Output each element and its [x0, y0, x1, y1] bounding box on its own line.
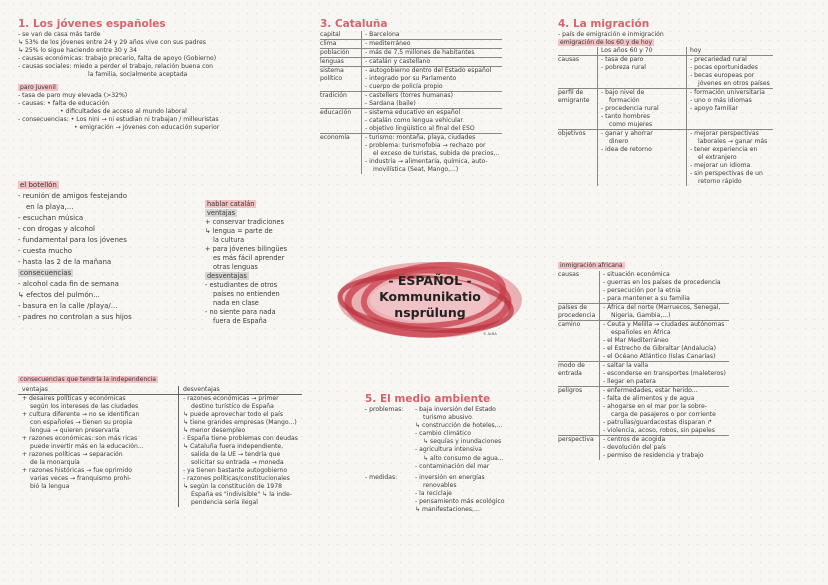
note-line: con españoles → tienen su propia — [30, 419, 133, 427]
note-line: - agricultura intensiva — [415, 446, 483, 454]
note-line: - contaminación del mar — [415, 462, 490, 470]
note-line: otras lenguas — [213, 263, 258, 271]
column-header: hoy — [687, 47, 773, 56]
note-line: ↳ lengua = parte de — [205, 227, 273, 235]
subheading: el botellón — [20, 181, 57, 189]
subheading: desventajas — [207, 272, 247, 280]
row-key: causas — [558, 56, 598, 89]
note-line: ↳ 53% de los jóvenes entre 24 y 29 años vive con sus padres — [18, 39, 206, 47]
center-title-line: Kommunikatio — [379, 289, 481, 304]
note-line: formación — [609, 97, 640, 105]
note-line: solicitar su entrada → moneda — [191, 459, 284, 467]
note-line: - ahogarse en el mar por la sobre- — [603, 403, 707, 411]
note-line: ↳ Cataluña fuera independiente, — [183, 443, 284, 451]
note-line: + razones económicas: son más ricas — [22, 435, 138, 443]
note-line: - razones políticas/constitucionales — [183, 475, 290, 483]
subheading: paro juvenil — [20, 83, 56, 91]
note-line: - persecución por la etnia — [603, 287, 681, 295]
row-value — [600, 271, 729, 304]
note-line: - el Océano Atlántico (Islas Canarias) — [603, 353, 716, 361]
note-line: ↳ construcción de hoteles,... — [415, 422, 503, 430]
note-line: - cuerpo de policía propio — [365, 83, 443, 90]
note-line: - tanto hombres — [601, 113, 650, 121]
note-line: - patrullas/guardacostas disparan ↱ — [603, 419, 713, 427]
note-line: - con drogas y alcohol — [18, 225, 95, 233]
center-title-line: - ESPAÑOL - — [388, 273, 472, 288]
note-line: España es "indivisible" ↳ la inde- — [191, 491, 292, 499]
note-line: turismo abusivo — [423, 414, 472, 422]
note-line: - se van de casa más tarde — [18, 31, 101, 38]
note-line: - consecuencias: • Los nini → ni estudian ni trabajan / milleuristas — [18, 115, 219, 123]
note-line: - autogobierno dentro del Estado español — [365, 67, 492, 74]
note-line: - llegar en patera — [603, 378, 656, 386]
row-key: lenguas — [320, 58, 362, 67]
note-line: - causas: • falta de educación — [18, 99, 110, 107]
inmigracion-table — [558, 271, 729, 460]
note-line: - centros de acogida — [603, 436, 666, 444]
note-line: - problema: turismofobia → rechazo por — [365, 142, 486, 149]
note-line: - formación universitaria — [690, 89, 765, 97]
subheading: inmigración africana — [560, 262, 623, 269]
row-value — [687, 89, 773, 130]
note-line: países no entienden — [213, 290, 280, 298]
note-line: - objetivo lingüístico al final del ESO — [365, 125, 475, 132]
subheading: emigración de los 60 y de hoy — [560, 39, 653, 47]
note-line: la cultura — [213, 236, 245, 244]
row-key: población — [320, 49, 362, 58]
row-value — [600, 436, 729, 461]
note-line: - tasa de paro — [601, 56, 644, 64]
note-line: retorno rápido — [698, 178, 742, 186]
row-key: perfil de emigrante — [558, 89, 598, 130]
note-line: - mejorar un idioma — [690, 162, 751, 170]
medidas-list — [415, 474, 505, 514]
note-line: - fundamental para los jóvenes — [18, 236, 127, 244]
note-line: Nigeria, Gambia,...) — [611, 312, 671, 320]
note-line: puede invertir más en la educación... — [30, 443, 144, 451]
row-key: clima — [320, 40, 362, 49]
note-line: - el Estrecho de Gibraltar (Andalucía) — [603, 345, 716, 353]
note-line: ↳ efectos del pulmón... — [18, 291, 100, 299]
row-value — [600, 304, 729, 321]
center-title — [330, 273, 530, 321]
row-value — [598, 130, 687, 187]
note-line: - país de emigración e inmigración — [558, 31, 664, 38]
note-line: + cultura diferente → no se identifican — [22, 411, 140, 419]
note-line: ↳ menor desempleo — [183, 427, 246, 435]
row-key: tradición — [320, 92, 362, 109]
section-heading: 5. El medio ambiente — [365, 393, 491, 405]
note-line: españoles en África — [611, 329, 671, 337]
note-line: - integrado por su Parlamento — [365, 75, 457, 82]
subheading: hablar catalán — [207, 200, 255, 208]
note-line: - tasa de paro muy elevada (>32%) — [18, 91, 128, 99]
note-line: • dificultades de acceso al mundo laboral — [60, 107, 187, 115]
row-value — [362, 67, 503, 92]
note-line: + desaires políticas y económicas — [22, 395, 126, 403]
note-line: es más fácil aprender — [213, 254, 285, 262]
row-key: sistema político — [320, 67, 362, 92]
note-line: - reunión de amigos festejando — [18, 192, 128, 200]
note-line: ↳ según la constitución de 1978 — [183, 483, 282, 491]
section-heading: 1. Los jóvenes españoles — [18, 18, 166, 30]
row-key: perspectiva — [558, 436, 600, 461]
section-medio-ambiente — [365, 393, 545, 514]
subheading: ventajas — [207, 209, 236, 217]
note-line: - Ceuta y Melilla → ciudades autónomas — [603, 321, 725, 329]
note-line: - falta de alimentos y de agua — [603, 395, 695, 403]
row-value — [362, 58, 503, 67]
note-line: carga de pasajeros o por corriente — [611, 411, 716, 419]
note-line: - hasta las 2 de la mañana — [18, 258, 112, 266]
note-line: - pensamiento más ecológico — [415, 498, 505, 506]
row-value — [687, 130, 773, 187]
row-value — [687, 56, 773, 89]
section-hablar-catalan — [205, 200, 315, 326]
note-line: - esconderse en transportes (maleteros) — [603, 370, 726, 378]
note-line: - precariedad rural — [690, 56, 747, 64]
note-line: - África del norte (Marruecos, Senegal, — [603, 304, 721, 312]
note-line: la familia, socialmente aceptada — [88, 71, 188, 79]
note-line: fuera de España — [213, 317, 267, 325]
section-migracion — [558, 18, 820, 186]
note-line: + para jóvenes bilingües — [205, 245, 288, 253]
note-line: - pobreza rural — [601, 64, 646, 72]
note-line: - no siente para nada — [205, 308, 276, 316]
note-line: - mejorar perspectivas — [690, 130, 759, 138]
note-line: - becas europeas por — [690, 72, 755, 80]
note-line: renovables — [423, 481, 457, 489]
note-line: ↳ 25% lo sigue haciendo entre 30 y 34 — [18, 47, 137, 55]
note-line: + razones políticas → separación — [22, 451, 123, 459]
note-line: en la playa,... — [26, 203, 74, 211]
row-key: educación — [320, 109, 362, 134]
problemas-label: - problemas: — [365, 406, 404, 413]
row-key: camino — [558, 321, 600, 362]
column-header: ventajas — [18, 386, 179, 395]
row-value — [362, 49, 503, 58]
note-line: - castellers (torres humanas) — [365, 92, 453, 99]
signature: © ALBA — [483, 332, 497, 336]
note-line: - causas sociales: miedo a perder el trabajo, relación buena con — [18, 63, 214, 71]
note-line: de la monarquía — [30, 459, 80, 467]
problemas-list — [415, 406, 504, 471]
row-value — [600, 387, 729, 436]
section-inmigracion-africana — [558, 262, 820, 460]
note-line: laborales → ganar más — [698, 138, 768, 146]
note-line: - permiso de residencia y trabajo — [603, 452, 704, 460]
note-line: - Sardana (baile) — [365, 100, 416, 107]
note-line: - devolución del país — [603, 444, 666, 452]
note-line: - ya tienen bastante autogobierno — [183, 467, 288, 475]
row-value — [598, 56, 687, 89]
section-botellon — [18, 180, 198, 323]
row-key: economía — [320, 134, 362, 175]
subheading: consecuencias que tendría la independencia — [20, 376, 157, 383]
note-line: ↳ alto consumo de agua... — [423, 454, 504, 462]
row-value — [362, 31, 503, 40]
row-value — [362, 109, 503, 134]
migracion-table — [558, 47, 773, 186]
note-line: - procedencia rural — [601, 105, 659, 113]
note-line: - basura en la calle /playa/... — [18, 302, 118, 310]
row-key: capital — [320, 31, 362, 40]
section-heading: 3. Cataluña — [320, 18, 388, 30]
row-value — [362, 40, 503, 49]
row-key: países de procedencia — [558, 304, 600, 321]
note-line: pendencia sería ilegal — [191, 499, 258, 507]
note-line: - idea de retorno — [601, 146, 652, 154]
note-line: - violencia, acoso, robos, sin papeles — [603, 427, 715, 435]
note-line: + razones históricas → fue oprimido — [22, 467, 132, 475]
note-line: - pocas oportunidades — [690, 64, 758, 72]
note-line: - situación económica — [603, 271, 670, 279]
note-line: - escuchan música — [18, 214, 84, 222]
medidas-label: - medidas: — [365, 473, 398, 481]
note-line: + conservar tradiciones — [205, 218, 284, 226]
center-title-graphic — [330, 250, 530, 350]
note-line: - cuesta mucho — [18, 247, 73, 255]
note-line: varias veces → franquismo prohi- — [30, 475, 132, 483]
note-line: lengua → quieren preservarla — [30, 427, 120, 435]
note-line: - guerras en los países de procedencia — [603, 279, 721, 287]
note-line: según los intereses de las ciudades — [30, 403, 139, 411]
note-line: - alcohol cada fin de semana — [18, 280, 119, 288]
row-key: peligros — [558, 387, 600, 436]
note-line: - sin perspectivas de un — [690, 170, 763, 178]
note-line: el extranjero — [698, 154, 737, 162]
row-key: causas — [558, 271, 600, 304]
section-independencia — [18, 376, 338, 507]
note-line: - tener experiencia en — [690, 146, 758, 154]
blank-header — [558, 47, 598, 56]
note-line: - la reciclaje — [415, 489, 452, 497]
note-line: - estudiantes de otros — [205, 281, 278, 289]
section-heading: 4. La migración — [558, 18, 650, 30]
section-jovenes — [18, 18, 308, 132]
row-value — [598, 89, 687, 130]
row-key: objetivos — [558, 130, 598, 187]
note-line: el exceso de turistas, subida de precios,.. — [373, 150, 500, 157]
note-line: - causas económicas: trabajo precario, falta de apoyo (Gobierno) — [18, 55, 217, 63]
note-line: - apoyo familiar — [690, 105, 738, 113]
note-line: destino turístico de España — [191, 403, 274, 411]
note-line: - más de 7,5 millones de habitantes — [365, 49, 475, 56]
note-line: ↳ manifestaciones,... — [415, 506, 480, 514]
note-line: nada en clase — [213, 299, 259, 307]
note-line: - industria → alimentaria, química, auto- — [365, 158, 488, 165]
note-line: movilística (Seat, Mango,...) — [373, 166, 459, 173]
note-line: dinero — [609, 138, 629, 146]
section-cataluna — [320, 18, 535, 174]
note-line: ↳ puede aprovechar todo el país — [183, 411, 284, 419]
note-line: bió la lengua — [30, 483, 70, 491]
note-line: ↳ sequías y inundaciones — [423, 438, 502, 446]
note-line: - catalán como lengua vehicular — [365, 117, 464, 124]
note-line: - cambio climático — [415, 430, 471, 438]
row-value — [362, 134, 503, 175]
note-line: • emigración → jóvenes con educación superior — [74, 124, 220, 132]
note-line: - el Mar Mediterráneo — [603, 337, 669, 345]
note-line: - mediterráneo — [365, 40, 411, 47]
note-line: - enfermedades, estar herido... — [603, 387, 698, 395]
ventajas-cell — [18, 395, 179, 508]
note-line: - uno o más idiomas — [690, 97, 752, 105]
note-line: - razones económicas → primer — [183, 395, 279, 403]
note-line: - Barcelona — [365, 31, 400, 38]
column-header: Los años 60 y 70 — [598, 47, 687, 56]
note-line: jóvenes en otros países — [698, 80, 770, 88]
row-key: modo de entrada — [558, 362, 600, 387]
note-line: - bajo nivel de — [601, 89, 645, 97]
note-line: - ganar y ahorrar — [601, 130, 653, 138]
note-line: como mujeres — [609, 121, 653, 129]
note-line: - saltar la valla — [603, 362, 649, 370]
column-header: desventajas — [179, 386, 302, 395]
note-line: - padres no controlan a sus hijos — [18, 313, 132, 321]
center-title-line: nsprülung — [394, 305, 466, 320]
note-line: - España tiene problemas con deudas — [183, 435, 298, 443]
note-line: - catalán y castellano — [365, 58, 431, 65]
desventajas-cell — [179, 395, 302, 508]
row-value — [600, 362, 729, 387]
note-line: ↳ tiene grandes empresas (Mango...) — [183, 419, 297, 427]
note-line: - para mantener a su familia — [603, 295, 690, 303]
note-line: salida de la UE → tendría que — [191, 451, 281, 459]
row-value — [362, 92, 503, 109]
note-line: - baja inversión del Estado — [415, 406, 496, 413]
independencia-table — [18, 386, 302, 507]
row-value — [600, 321, 729, 362]
note-line: - turismo: montaña, playa, ciudades — [365, 134, 476, 141]
cataluna-table — [320, 31, 502, 174]
note-line: - inversión en energías — [415, 473, 485, 481]
note-line: - sistema educativo en español — [365, 109, 461, 116]
subheading: consecuencias — [20, 269, 72, 277]
